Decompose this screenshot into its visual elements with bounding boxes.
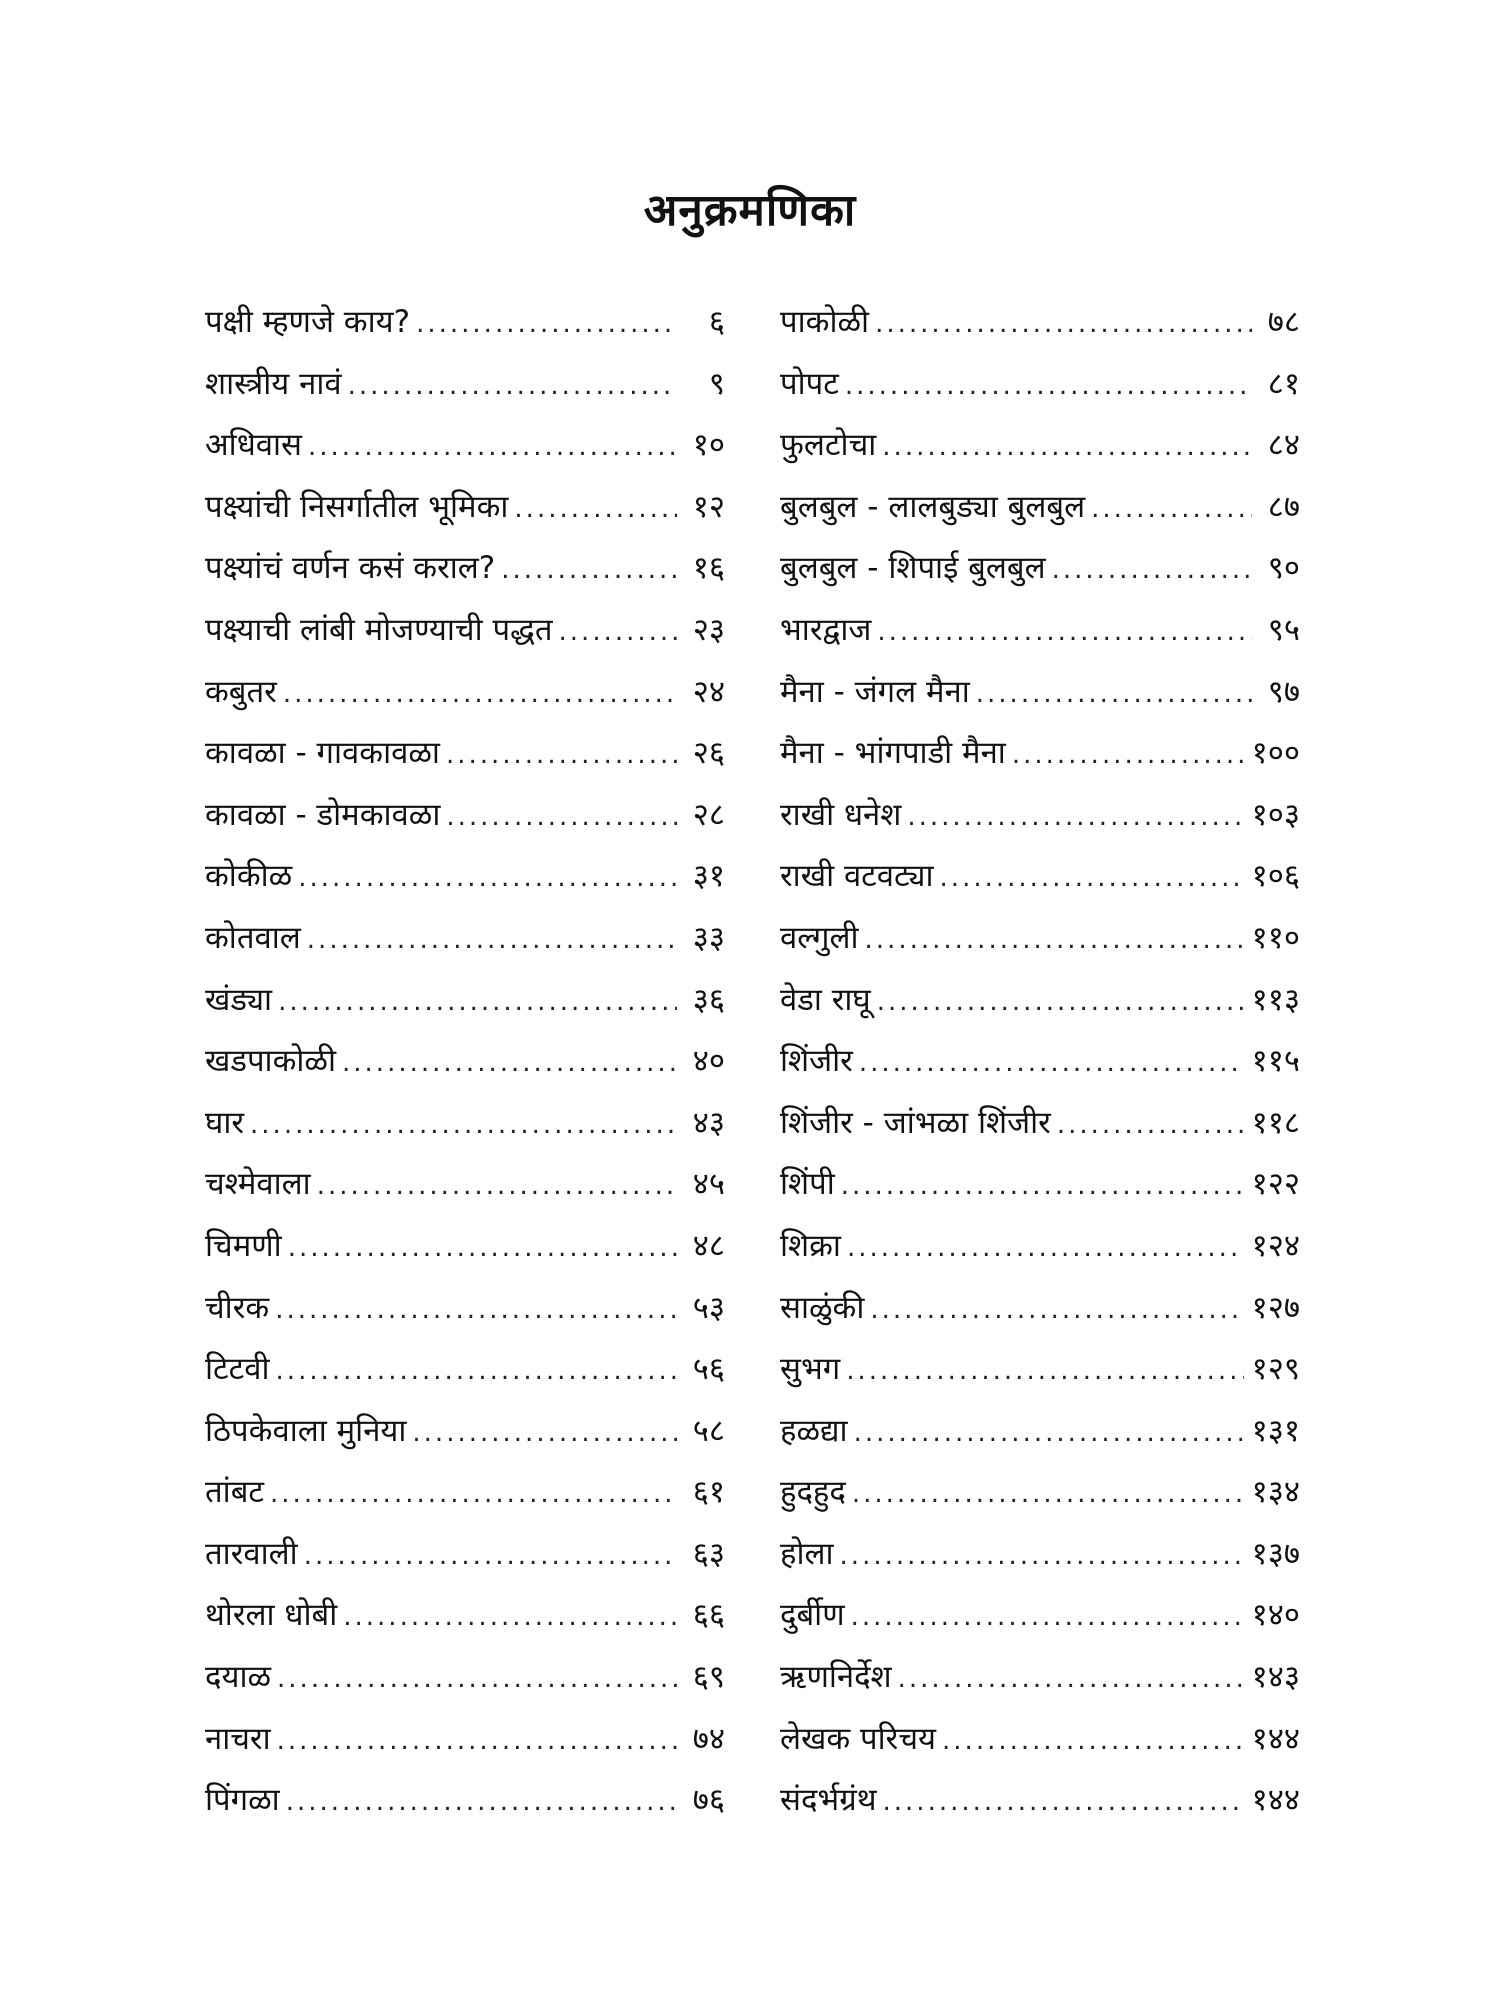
toc-entry [780, 1164, 1300, 1226]
toc-entry-title: शास्त्रीय नावं [205, 365, 342, 402]
toc-entry-title: घार [205, 1104, 245, 1141]
toc-entry [780, 1719, 1300, 1781]
toc-right-column [780, 302, 1300, 1842]
toc-entry [205, 1657, 725, 1719]
dot-leader [298, 858, 677, 898]
dot-leader [416, 304, 677, 344]
toc-entry-title: वल्गुली [780, 919, 859, 956]
toc-entry-title: ठिपकेवाला मुनिया [205, 1412, 407, 1449]
toc-entry [205, 1164, 725, 1226]
toc-entry-title: थोरला धोबी [205, 1597, 338, 1634]
toc-entry-title: मैना - भांगपाडी मैना [780, 735, 1006, 772]
toc-entry-page-number: १४३ [1251, 1659, 1300, 1696]
toc-entry-page-number: ९७ [1267, 673, 1300, 710]
toc-entry-page-number: १४४ [1251, 1782, 1300, 1819]
toc-entry-title: पक्ष्यांचं वर्णन कसं कराल? [205, 550, 496, 587]
toc-entry-page-number: ५३ [692, 1289, 725, 1326]
toc-entry-title: कोतवाल [205, 919, 301, 956]
toc-entry-page-number: १०० [1251, 735, 1300, 772]
toc-entry-page-number: ५६ [692, 1351, 725, 1388]
toc-entry [780, 425, 1300, 487]
toc-entry-title: पक्षी म्हणजे काय? [205, 304, 411, 340]
dot-leader [907, 797, 1243, 837]
dot-leader [343, 1597, 677, 1637]
toc-entry-title: राखी वटवट्या [780, 858, 934, 895]
toc-entry-page-number: ९ [708, 365, 725, 402]
dot-leader [877, 982, 1244, 1022]
dot-leader [501, 550, 677, 590]
toc-entry [205, 733, 725, 795]
toc-entry-page-number: १३४ [1251, 1474, 1300, 1511]
toc-entry [780, 672, 1300, 734]
toc-entry [780, 1288, 1300, 1350]
toc-entry-title: साळुंकी [780, 1289, 865, 1326]
toc-entry [205, 980, 725, 1042]
toc-entry-title: बुलबुल - शिपाई बुलबुल [780, 550, 1046, 587]
dot-leader [845, 366, 1252, 406]
toc-entry-page-number: ३३ [692, 919, 725, 956]
toc-entry-page-number: २८ [692, 796, 725, 833]
dot-leader [412, 1413, 677, 1453]
toc-entry-page-number: ८७ [1267, 488, 1300, 525]
dot-leader [304, 1536, 677, 1576]
toc-entry-page-number: ८४ [1267, 427, 1300, 464]
dot-leader [883, 1782, 1244, 1822]
toc-entry-page-number: ७८ [1267, 304, 1300, 340]
toc-entry-title: दयाळ [205, 1659, 272, 1696]
dot-leader [870, 1290, 1243, 1330]
toc-entry-title: होला [780, 1535, 834, 1572]
toc-entry-page-number: ६६ [692, 1597, 725, 1634]
toc-entry-page-number: ९० [1267, 550, 1300, 587]
toc-entry-page-number: ९५ [1267, 611, 1300, 648]
dot-leader [882, 427, 1252, 467]
toc-entry [205, 1534, 725, 1596]
toc-entry-title: कावळा - डोमकावळा [205, 796, 441, 833]
page-title: अनुक्रमणिका [643, 185, 857, 236]
toc-entry-title: भारद्वाज [780, 611, 872, 648]
toc-entry-page-number: ७४ [692, 1720, 725, 1757]
toc-entry-title: खंड्या [205, 981, 273, 1018]
toc-entry [205, 364, 725, 426]
toc-entry [780, 364, 1300, 426]
dot-leader [1057, 1105, 1244, 1145]
dot-leader [276, 1351, 677, 1391]
toc-entry [780, 1534, 1300, 1596]
toc-entry-page-number: ४५ [692, 1166, 725, 1203]
toc-entry [780, 1595, 1300, 1657]
toc-entry-page-number: १२७ [1251, 1289, 1300, 1326]
toc-entry-page-number: २४ [692, 673, 725, 710]
toc-entry [780, 548, 1300, 610]
toc-entry-title: कावळा - गावकावळा [205, 735, 440, 772]
toc-entry [205, 672, 725, 734]
dot-leader [317, 1166, 677, 1206]
toc-entry [205, 1288, 725, 1350]
toc-entry-title: संदर्भग्रंथ [780, 1782, 877, 1819]
toc-entry [780, 918, 1300, 980]
dot-leader [348, 366, 677, 406]
dot-leader [976, 674, 1252, 714]
toc-entry [205, 1226, 725, 1288]
toc-entry [205, 548, 725, 610]
toc-entry [780, 1041, 1300, 1103]
toc-entry-page-number: २३ [692, 611, 725, 648]
toc-entry-page-number: १२४ [1251, 1227, 1300, 1264]
toc-entry [205, 1349, 725, 1411]
toc-entry [205, 1411, 725, 1473]
toc-entry [205, 1595, 725, 1657]
toc-entry-page-number: ४० [692, 1043, 725, 1080]
toc-entry-page-number: १२९ [1251, 1351, 1300, 1388]
toc-entry [780, 487, 1300, 549]
dot-leader [275, 1290, 677, 1330]
toc-entry [780, 1657, 1300, 1719]
dot-leader [940, 858, 1244, 898]
toc-entry [205, 1719, 725, 1781]
toc-entry-title: शिंजीर - जांभळा शिंजीर [780, 1104, 1051, 1141]
toc-entry [780, 1472, 1300, 1534]
toc-entry-title: राखी धनेश [780, 796, 902, 833]
toc-entry [780, 1226, 1300, 1288]
toc-entry [780, 1780, 1300, 1842]
dot-leader [847, 1228, 1244, 1268]
toc-entry-title: चिमणी [205, 1227, 282, 1264]
toc-entry [205, 1103, 725, 1165]
toc-entry-page-number: ३१ [692, 858, 725, 895]
toc-entry-page-number: ११० [1251, 919, 1300, 956]
dot-leader [1012, 735, 1244, 775]
toc-entry-title: तांबट [205, 1474, 265, 1511]
dot-leader [342, 1043, 677, 1083]
toc-entry-page-number: ५८ [692, 1412, 725, 1449]
toc-entry [205, 795, 725, 857]
toc-entry-page-number: २६ [692, 735, 725, 772]
toc-left-column [205, 302, 725, 1842]
dot-leader [446, 797, 677, 837]
toc-entry [780, 856, 1300, 918]
toc-entry [780, 302, 1300, 364]
toc-entry-title: दुर्बीण [780, 1597, 845, 1634]
toc-entry [205, 1041, 725, 1103]
toc-entry-page-number: ११३ [1251, 981, 1300, 1018]
toc-entry-title: खडपाकोळी [205, 1043, 337, 1080]
dot-leader [270, 1474, 677, 1514]
toc-entry [780, 1103, 1300, 1165]
toc-entry [780, 610, 1300, 672]
toc-entry [205, 302, 725, 364]
toc-entry [205, 1780, 725, 1842]
toc-entry-title: हुदहुद [780, 1474, 846, 1511]
toc-entry-page-number: ६ [708, 304, 725, 340]
toc-entry-page-number: ११८ [1251, 1104, 1300, 1141]
dot-leader [840, 1536, 1244, 1576]
toc-entry-page-number: ६३ [692, 1535, 725, 1572]
toc-entry [780, 733, 1300, 795]
toc-entry-title: फुलटोचा [780, 427, 877, 464]
toc-entry-title: ऋणनिर्देश [780, 1659, 892, 1696]
toc-entry [205, 1472, 725, 1534]
dot-leader [277, 1659, 677, 1699]
toc-entry-title: कोकीळ [205, 858, 293, 895]
dot-leader [851, 1597, 1244, 1637]
toc-entry-page-number: १०३ [1251, 796, 1300, 833]
dot-leader [559, 612, 677, 652]
dot-leader [841, 1166, 1244, 1206]
dot-leader [288, 1228, 677, 1268]
dot-leader [877, 612, 1252, 652]
toc-entry-title: शिक्रा [780, 1227, 841, 1264]
toc-entry-title: अधिवास [205, 427, 302, 464]
toc-entry-page-number: १२२ [1251, 1166, 1300, 1203]
toc-entry-page-number: ७६ [692, 1782, 725, 1819]
toc-entry-page-number: १० [692, 427, 725, 464]
toc-entry-title: शिंपी [780, 1166, 835, 1203]
dot-leader [875, 304, 1252, 344]
dot-leader [278, 982, 677, 1022]
toc-entry-page-number: ८१ [1267, 365, 1300, 402]
toc-entry-page-number: १२ [692, 488, 725, 525]
dot-leader [308, 427, 677, 467]
toc-entry-title: बुलबुल - लालबुड्या बुलबुल [780, 488, 1086, 525]
toc-entry-page-number: १६ [692, 550, 725, 587]
toc-entry [780, 795, 1300, 857]
toc-entry-page-number: १४४ [1251, 1720, 1300, 1757]
toc-entry [780, 1411, 1300, 1473]
dot-leader [514, 489, 677, 529]
dot-leader [852, 1474, 1244, 1514]
toc-entry [205, 425, 725, 487]
toc-entry-title: शिंजीर [780, 1043, 853, 1080]
toc-entry-title: लेखक परिचय [780, 1720, 937, 1757]
dot-leader [898, 1659, 1244, 1699]
toc-entry [780, 980, 1300, 1042]
toc-entry [205, 918, 725, 980]
toc-entry-page-number: ६१ [692, 1474, 725, 1511]
toc-entry-title: चश्मेवाला [205, 1166, 311, 1203]
toc-entry-page-number: १३७ [1251, 1535, 1300, 1572]
dot-leader [942, 1721, 1244, 1761]
toc-entry-title: वेडा राघू [780, 981, 871, 1018]
toc-entry [205, 487, 725, 549]
toc-entry-title: टिटवी [205, 1351, 270, 1388]
toc-entry-title: हळद्या [780, 1412, 848, 1449]
dot-leader [283, 674, 677, 714]
toc-entry-page-number: १४० [1251, 1597, 1300, 1634]
dot-leader [277, 1721, 677, 1761]
toc-entry-title: पोपट [780, 365, 839, 402]
toc-entry-title: पाकोळी [780, 304, 870, 340]
toc-entry-page-number: १०६ [1251, 858, 1300, 895]
toc-entry-page-number: ४८ [692, 1227, 725, 1264]
dot-leader [1052, 550, 1252, 590]
toc-entry-title: नाचरा [205, 1720, 271, 1757]
dot-leader [846, 1351, 1243, 1391]
toc-entry-page-number: ३६ [692, 981, 725, 1018]
toc-entry [205, 610, 725, 672]
toc-entry-title: सुभग [780, 1351, 841, 1388]
dot-leader [1091, 489, 1252, 529]
dot-leader [307, 920, 677, 960]
dot-leader [250, 1105, 677, 1145]
dot-leader [859, 1043, 1244, 1083]
dot-leader [446, 735, 677, 775]
toc-entry-title: कबुतर [205, 673, 277, 710]
toc-entry-title: पिंगळा [205, 1782, 280, 1819]
toc-entry-page-number: ६९ [692, 1659, 725, 1696]
toc-entry-title: तारवाली [205, 1535, 298, 1572]
toc-entry [780, 1349, 1300, 1411]
toc-entry [205, 856, 725, 918]
toc-entry-page-number: ४३ [692, 1104, 725, 1141]
dot-leader [854, 1413, 1244, 1453]
toc-entry-title: पक्ष्यांची निसर्गातील भूमिका [205, 488, 509, 525]
toc-entry-title: पक्ष्याची लांबी मोजण्याची पद्धत [205, 611, 553, 648]
toc-entry-page-number: १३१ [1251, 1412, 1300, 1449]
toc-entry-title: चीरक [205, 1289, 270, 1326]
toc-entry-title: मैना - जंगल मैना [780, 673, 970, 710]
dot-leader [865, 920, 1244, 960]
dot-leader [286, 1782, 677, 1822]
toc-entry-page-number: ११५ [1251, 1043, 1300, 1080]
